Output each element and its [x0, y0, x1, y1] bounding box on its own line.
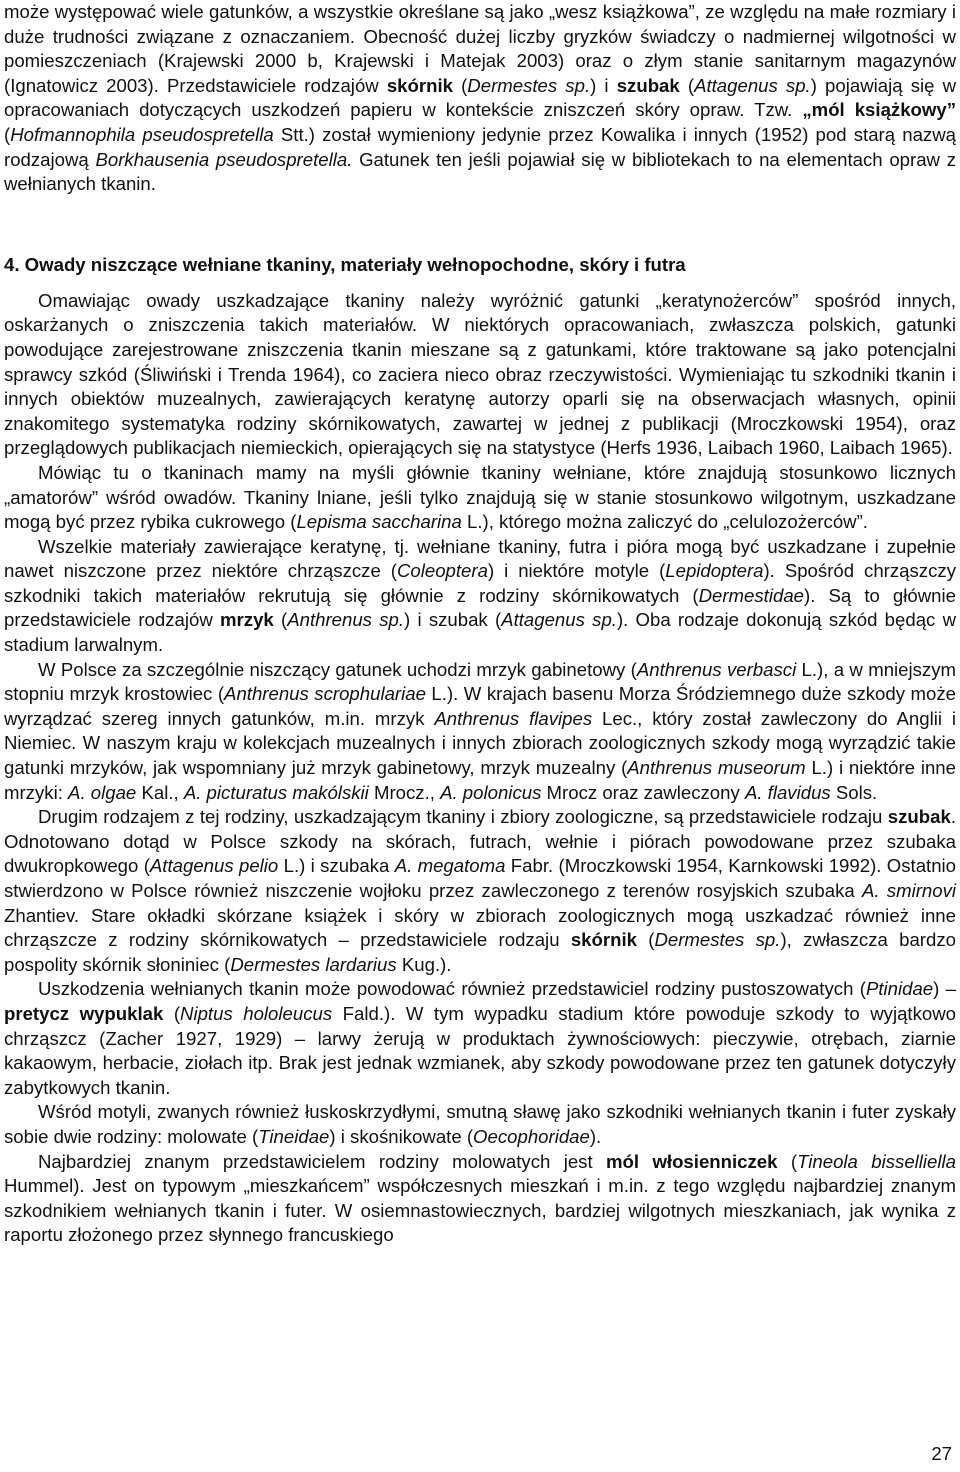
latin-name: Lepisma saccharina [296, 511, 462, 533]
paragraph: Najbardziej znanym przedstawicielem rodziny molowatych jest mól włosienniczek (Tineola bisselliella Hummel). Jest on typowym „mieszkańcem” współczesnych mieszkań i m.in. z tego względu najbardziej znanym szkodnikiem wełnianych tkanin i futer. W osiemnastowiecznych, bardziej wilgotnych mieszkaniach, jak wynika z raportu złożonego przez słynnego francuskiego [4, 1150, 957, 1246]
latin-name: Tineola bisselliella [797, 1150, 957, 1172]
latin-name: A. flavidus [744, 781, 831, 803]
page-number: 27 [931, 1443, 952, 1464]
latin-name: Borkhausenia pseudospretella. [95, 148, 353, 170]
section-spacer [4, 197, 956, 253]
species-common-name: mól włosienniczek [606, 1150, 778, 1172]
latin-name: A. polonicus [440, 781, 542, 803]
paragraph: Mówiąc tu o tkaninach mamy na myśli głównie tkaniny wełniane, które znajdują stosunkowo licznych „amatorów” wśród owadów. Tkaniny lniane, jeśli tylko znajdują się w stanie stosunkowo wilgotnym, uszkadzane mogą być przez rybika cukrowego (Lepisma saccharina L.), którego można zaliczyć do „celulozożerców”. [4, 461, 956, 533]
latin-name: Anthrenus museorum [627, 757, 806, 779]
genus-name: szubak [616, 74, 680, 96]
latin-name: Ptinidae [865, 978, 934, 1000]
latin-name: A. olgae [68, 781, 137, 803]
latin-name: Anthrenus verbasci [636, 658, 797, 680]
section-heading: 4. Owady niszczące wełniane tkaniny, materiały wełnopochodne, skóry i futra [4, 253, 686, 275]
paragraph: W Polsce za szczególnie niszczący gatunek uchodzi mrzyk gabinetowy (Anthrenus verbasci L.), a w mniejszym stopniu mrzyk krostowiec (Anthrenus scrophulariae L.). W krajach basenu Morza Śródziemnego duże szkody może wyrządzać szereg innych gatunków, m.in. mrzyk Anthrenus flavipes Lec., który został zawleczony do Anglii i Niemiec. W naszym kraju w kolekcjach muzealnych i innych zbiorach zoologicznych szkody mogą wyrządzić takie gatunki mrzyków, jak wspomniany już mrzyk gabinetowy, mrzyk muzealny (Anthrenus museorum L.) i niektóre inne mrzyki: A. olgae Kal., A. picturatus makólskii Mrocz., A. polonicus Mrocz oraz zawleczony A. flavidus Sols. [4, 658, 957, 803]
latin-name: Attagenus sp. [501, 609, 617, 631]
latin-name: Dermestidae [698, 584, 805, 606]
latin-name: A. picturatus makólskii [183, 781, 369, 803]
latin-name: Lepidoptera [665, 560, 764, 582]
genus-name: szubak [887, 806, 951, 828]
species-common-name: „mól książkowy” [802, 99, 957, 121]
paragraph-continued: może występować wiele gatunków, a wszystkie określane są jako „wesz książkowa”, ze względu na małe rozmiary i duże trudności związane z oznaczaniem. Obecność dużej liczby gryzków świadczy o nadmiernej wilgotności w pomieszczeniach (Krajewski 2000 b, Krajewski i Matejak 2003) oraz o złym stanie sanitarnym magazynów (Ignatowicz 2003). Przedstawiciele rodzajów skórnik (Dermestes sp.) i szubak (Attagenus sp.) pojawiają się w opracowaniach dotyczących uszkodzeń papieru w kontekście zniszczeń skóry opraw. Tzw. „mól książkowy” (Hofmannophila pseudospretella Stt.) został wymieniony jedynie przez Kowalika i innych (1952) pod starą nazwą rodzajową Borkhausenia pseudospretella. Gatunek ten jeśli pojawiał się w bibliotekach to na elementach opraw z wełnianych tkanin. [4, 1, 957, 195]
latin-name: A. megatoma [394, 855, 506, 877]
latin-name: Niptus hololeucus [180, 1002, 333, 1024]
latin-name: Attagenus sp. [694, 74, 811, 96]
latin-name: Hofmannophila pseudospretella [10, 123, 274, 145]
latin-name: Anthrenus sp. [287, 609, 405, 631]
species-common-name: pretycz wypuklak [4, 1002, 164, 1024]
paragraph: Wszelkie materiały zawierające keratynę, tj. wełniane tkaniny, futra i pióra mogą być uszkadzane i zupełnie nawet niszczone przez niektóre chrząszcze (Coleoptera) i niektóre motyle (Lepidoptera). Spośród chrząszczy szkodniki takich materiałów rekrutują się głównie z rodziny skórnikowatych (Dermestidae). Są to głównie przedstawiciele rodzajów mrzyk (Anthrenus sp.) i szubak (Attagenus sp.). Oba rodzaje dokonują szkód będąc w stadium larwalnym. [4, 535, 957, 656]
latin-name: Anthrenus flavipes [434, 707, 593, 729]
paragraph: Drugim rodzajem z tej rodziny, uszkadzającym tkaniny i zbiory zoologiczne, są przedstawiciele rodzaju szubak. Odnotowano dotąd w Polsce szkody na skórach, futrach, wełnie i piórach powodowane przez szubaka dwukropkowego (Attagenus pelio L.) i szubaka A. megatoma Fabr. (Mroczkowski 1954, Karnkowski 1992). Ostatnio stwierdzono w Polsce również niszczenie wojłoku przez zawleczonego z terenów rosyjskich szubaka A. smirnovi Zhantiev. Stare okładki skórzane książek i skóry w zbiorach zoologicznych mogą uszkadzać również inne chrząszcze z rodziny skórnikowatych – przedstawiciele rodzaju skórnik (Dermestes sp.), zwłaszcza bardzo pospolity skórnik słoniniec (Dermestes lardarius Kug.). [4, 806, 957, 975]
latin-name: Dermestes sp. [654, 929, 781, 951]
latin-name: Dermestes sp. [467, 74, 591, 96]
genus-name: mrzyk [220, 609, 274, 631]
latin-name: Anthrenus scrophulariae [224, 683, 426, 705]
latin-name: Coleoptera [396, 560, 488, 582]
genus-name: skórnik [386, 74, 453, 96]
document-page [4, 0, 956, 1248]
paragraph: Wśród motyli, zwanych również łuskoskrzydłymi, smutną sławę jako szkodniki wełnianych tkanin i futer zyskały sobie dwie rodziny: molowate (Tineidae) i skośnikowate (Oecophoridae). [4, 1101, 956, 1147]
paragraph: Uszkodzenia wełnianych tkanin może powodować również przedstawiciel rodziny pustoszowatych (Ptinidae) – pretycz wypuklak (Niptus hololeucus Fald.). W tym wypadku stadium które powoduje szkody to wyjątkowo chrząszcz (Zacher 1927, 1929) – larwy żerują w produktach żywnościowych: pieczywie, otrębach, ziarnie kakaowym, herbacie, ziołach itp. Brak jest jednak wzmianek, aby szkody powodowane przez ten gatunek dotyczyły zabytkowych tkanin. [4, 978, 957, 1098]
latin-name: A. smirnovi [861, 880, 957, 901]
paragraph: Omawiając owady uszkadzające tkaniny należy wyróżnić gatunki „keratynożerców” spośród innych, oskarżanych o zniszczenia takich materiałów. W niektórych opracowaniach, zwłaszcza polskich, gatunki powodujące zarejestrowane zniszczenia tkanin mieszane są z gatunkami, które traktowane są jako potencjalni sprawcy szkód (Śliwiński i Trenda 1964), co zaciera nieco obraz rzeczywistości. Wymieniając tu szkodniki tkanin i innych obiektów muzealnych, zawierających keratynę autorzy oparli się na obserwacjach własnych, opinii znakomitego systematyka rodziny skórnikowatych, zawartej w jednej z publikacji (Mroczkowski 1954), oraz przeglądowych publikacjach niemieckich, opierających się na statystyce (Herfs 1936, Laibach 1960, Laibach 1965). [4, 289, 956, 459]
latin-name: Tineidae [258, 1125, 330, 1147]
latin-name: Oecophoridae [473, 1125, 590, 1147]
latin-name: Attagenus pelio [149, 855, 279, 877]
genus-name: skórnik [570, 929, 637, 951]
latin-name: Dermestes lardarius [230, 953, 397, 975]
